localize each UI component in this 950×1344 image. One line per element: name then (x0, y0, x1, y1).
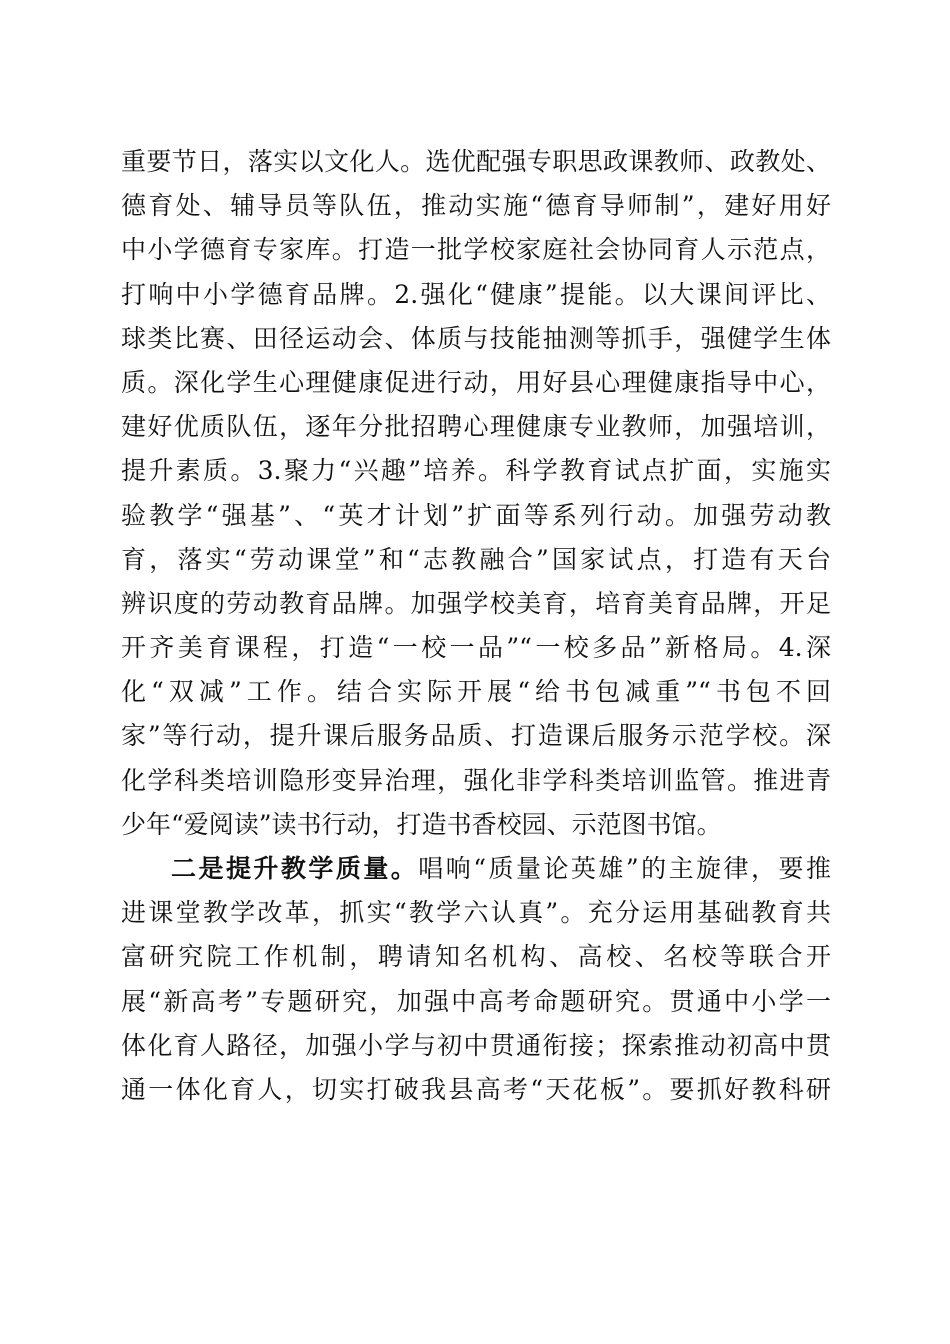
text-line: 体化育人路径，加强小学与初中贯通衔接；探索推动初高中贯 (121, 1030, 831, 1060)
text-line: 少年“爱阅读”读书行动，打造书香校园、示范图书馆。 (121, 809, 722, 839)
text-line: 展“新高考”专题研究，加强中高考命题研究。贯通中小学一 (121, 986, 831, 1016)
text-line: 球类比赛、田径运动会、体质与技能抽测等抓手，强健学生体 (121, 323, 831, 353)
text-line: 开齐美育课程，打造“一校一品”“一校多品”新格局。4.深 (121, 633, 831, 663)
text-line: 进课堂教学改革，抓实“教学六认真”。充分运用基础教育共 (121, 898, 831, 928)
text-line: 通一体化育人，切实打破我县高考“天花板”。要抓好教科研 (121, 1074, 831, 1104)
paragraph-2-lead: 二是提升教学质量。 (171, 854, 419, 883)
paragraph-1 (121, 140, 831, 847)
text-line: 重要节日，落实以文化人。选优配强专职思政课教师、政教处、 (121, 147, 831, 176)
text-line: 提升素质。3.聚力“兴趣”培养。科学教育试点扩面，实施实 (121, 456, 831, 486)
document-body (121, 140, 831, 1112)
text-line: 化“双减”工作。结合实际开展“给书包减重”“书包不回 (121, 677, 831, 707)
text-line: 中小学德育专家库。打造一批学校家庭社会协同育人示范点， (121, 235, 831, 265)
paragraph-2-first-line (121, 847, 831, 891)
text-line: 辨识度的劳动教育品牌。加强学校美育，培育美育品牌，开足 (121, 588, 831, 618)
paragraph-2 (121, 847, 831, 1112)
text-line: 富研究院工作机制，聘请知名机构、高校、名校等联合开 (121, 942, 831, 972)
text-line: 家”等行动，提升课后服务品质、打造课后服务示范学校。深 (121, 721, 831, 751)
paragraph-2-first-line-rest: 唱响“质量论英雄”的主旋律，要推 (418, 854, 831, 883)
text-line: 化学科类培训隐形变异治理，强化非学科类培训监管。推进青 (121, 765, 831, 795)
text-line: 德育处、辅导员等队伍，推动实施“德育导师制”，建好用好 (121, 191, 831, 221)
text-line: 建好优质队伍，逐年分批招聘心理健康专业教师，加强培训， (121, 412, 831, 442)
text-line: 育，落实“劳动课堂”和“志教融合”国家试点，打造有天台 (121, 544, 831, 574)
text-line: 验教学“强基”、“英才计划”扩面等系列行动。加强劳动教 (121, 500, 831, 530)
text-line: 打响中小学德育品牌。2.强化“健康”提能。以大课间评比、 (121, 279, 831, 309)
text-line: 质。深化学生心理健康促进行动，用好县心理健康指导中心， (121, 367, 831, 397)
